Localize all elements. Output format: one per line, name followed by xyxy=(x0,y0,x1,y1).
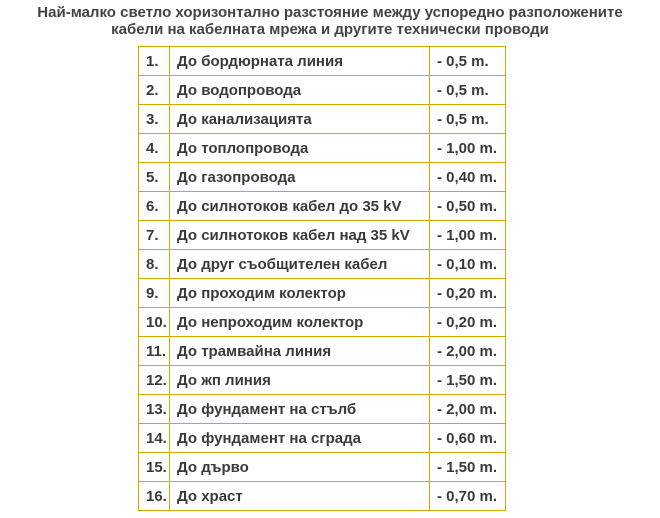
table-row xyxy=(139,250,506,279)
row-number: 3. xyxy=(139,105,170,134)
row-value: - 0,70 m. xyxy=(430,482,506,511)
row-number: 2. xyxy=(139,76,170,105)
row-value: - 0,20 m. xyxy=(430,279,506,308)
row-label: До водопровода xyxy=(170,76,430,105)
row-number: 5. xyxy=(139,163,170,192)
row-value: - 0,5 m. xyxy=(430,47,506,76)
table-row xyxy=(139,453,506,482)
table-row xyxy=(139,163,506,192)
row-label: До друг съобщителен кабел xyxy=(170,250,430,279)
row-label: До дърво xyxy=(170,453,430,482)
row-number: 11. xyxy=(139,337,170,366)
row-value: - 0,60 m. xyxy=(430,424,506,453)
row-number: 16. xyxy=(139,482,170,511)
distance-table-body xyxy=(139,47,506,511)
row-label: До бордюрната линия xyxy=(170,47,430,76)
row-label: До газопровода xyxy=(170,163,430,192)
row-value: - 2,00 m. xyxy=(430,395,506,424)
row-number: 6. xyxy=(139,192,170,221)
table-row xyxy=(139,279,506,308)
row-number: 14. xyxy=(139,424,170,453)
row-label: До силнотоков кабел над 35 kV xyxy=(170,221,430,250)
page-title xyxy=(0,0,660,38)
row-value: - 0,20 m. xyxy=(430,308,506,337)
table-row xyxy=(139,221,506,250)
row-number: 12. xyxy=(139,366,170,395)
table-row xyxy=(139,424,506,453)
row-value: - 0,5 m. xyxy=(430,76,506,105)
table-row xyxy=(139,482,506,511)
row-label: До канализацията xyxy=(170,105,430,134)
row-value: - 1,00 m. xyxy=(430,221,506,250)
row-label: До трамвайна линия xyxy=(170,337,430,366)
table-row xyxy=(139,308,506,337)
row-number: 1. xyxy=(139,47,170,76)
title-line-1: Най-малко светло хоризонтално разстояние между успоредно разположените xyxy=(37,4,623,21)
table-row xyxy=(139,395,506,424)
row-value: - 0,10 m. xyxy=(430,250,506,279)
table-row xyxy=(139,337,506,366)
table-row xyxy=(139,105,506,134)
distance-table xyxy=(138,46,506,511)
row-value: - 1,50 m. xyxy=(430,366,506,395)
row-value: - 2,00 m. xyxy=(430,337,506,366)
table-row xyxy=(139,192,506,221)
row-value: - 0,5 m. xyxy=(430,105,506,134)
row-label: До топлопровода xyxy=(170,134,430,163)
row-number: 7. xyxy=(139,221,170,250)
table-row xyxy=(139,76,506,105)
row-number: 9. xyxy=(139,279,170,308)
table-row xyxy=(139,366,506,395)
table-row xyxy=(139,47,506,76)
row-label: До непроходим колектор xyxy=(170,308,430,337)
row-value: - 1,00 m. xyxy=(430,134,506,163)
row-label: До храст xyxy=(170,482,430,511)
row-number: 8. xyxy=(139,250,170,279)
row-label: До проходим колектор xyxy=(170,279,430,308)
row-label: До фундамент на стълб xyxy=(170,395,430,424)
row-value: - 1,50 m. xyxy=(430,453,506,482)
row-number: 13. xyxy=(139,395,170,424)
row-label: До жп линия xyxy=(170,366,430,395)
table-row xyxy=(139,134,506,163)
title-line-2: кабели на кабелната мрежа и другите технически проводи xyxy=(111,21,549,38)
row-value: - 0,40 m. xyxy=(430,163,506,192)
row-number: 10. xyxy=(139,308,170,337)
row-number: 4. xyxy=(139,134,170,163)
row-value: - 0,50 m. xyxy=(430,192,506,221)
row-label: До фундамент на сграда xyxy=(170,424,430,453)
row-label: До силнотоков кабел до 35 kV xyxy=(170,192,430,221)
row-number: 15. xyxy=(139,453,170,482)
